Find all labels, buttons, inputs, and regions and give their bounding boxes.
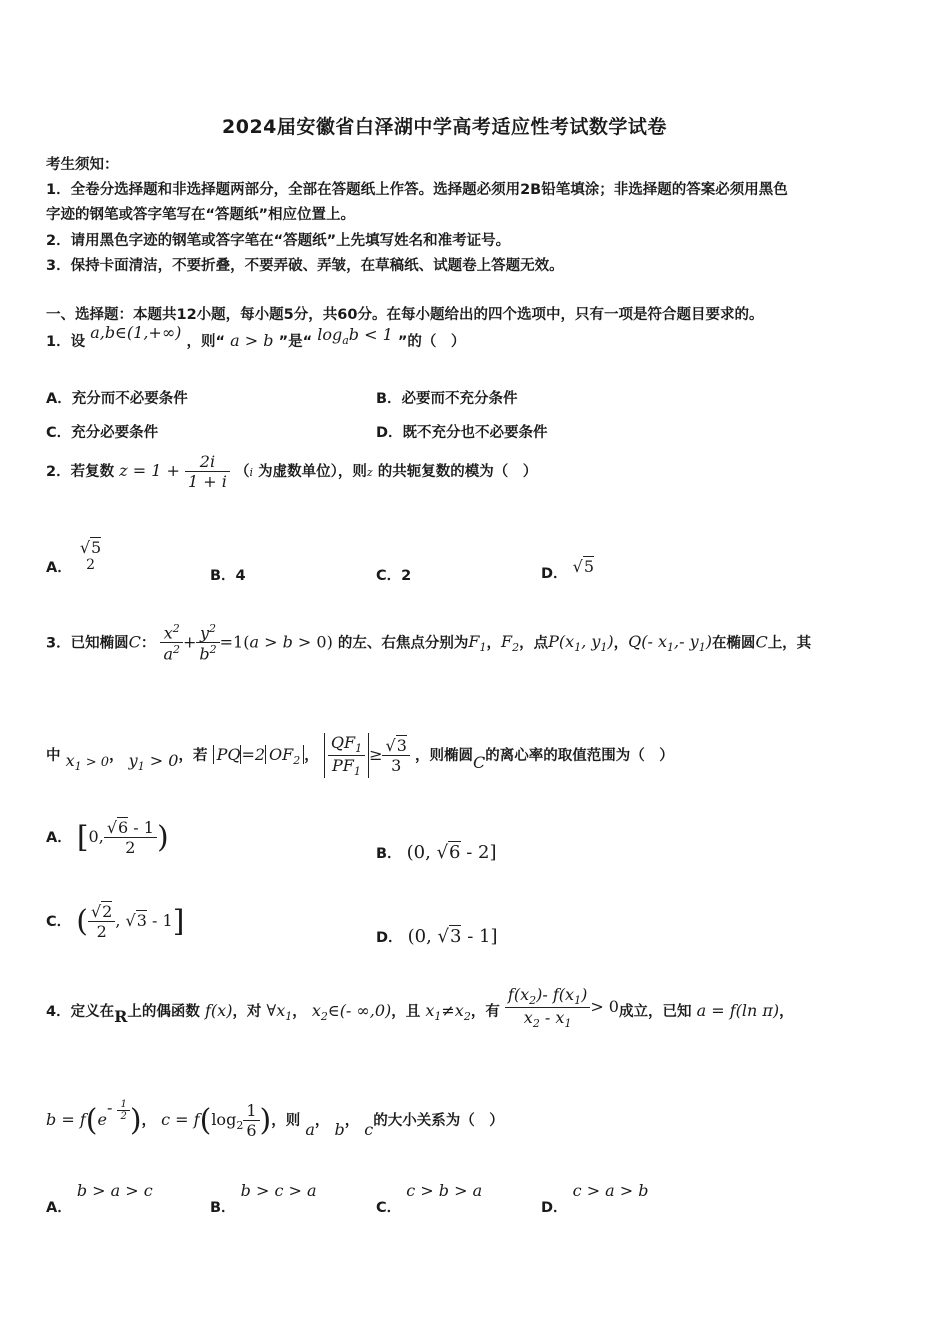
notice-item: 2．请用黑色字迹的钢笔或答字笔在“答题纸”上先填写姓名和准考证号。: [46, 233, 511, 249]
question-2: 2．若复数 z = 1 + $\frac{2i}{1 + i}$ （i 为虚数单位），则z 的共轭复数的模为（ ）: [46, 452, 538, 491]
question-4: 4．定义在R上的偶函数 f(x)，对 $\forall x_1$， $x_2\in(-$ ∞,0)，且 $x_1\ne x_2$，有 $\frac{f(x_2)- f(x_1)}{x_2 - x_1}$ > 0成立，已知 a = f(ln π)，: [46, 985, 794, 1031]
option-b[interactable]: B． b > c > a: [210, 1181, 317, 1216]
option-d[interactable]: D． √5: [541, 557, 595, 582]
option-c[interactable]: C． ( $\frac{√2}{2}$ , √3 - 1]: [46, 902, 185, 941]
option-a[interactable]: A． b > a > c: [46, 1181, 153, 1216]
option-b[interactable]: B． (0, √6 - 2]: [376, 842, 497, 863]
option-d[interactable]: D． (0, √3 - 1]: [376, 926, 498, 947]
page-title: 2024届安徽省白泽湖中学高考适应性考试数学试卷: [222, 116, 667, 138]
option-b[interactable]: B．4: [210, 568, 246, 584]
option-a[interactable]: A．充分而不必要条件: [46, 391, 188, 407]
option-c[interactable]: C． c > b > a: [376, 1181, 483, 1216]
notice-item: 字迹的钢笔或答字笔写在“答题纸”相应位置上。: [46, 207, 356, 223]
option-d[interactable]: D． c > a > b: [541, 1181, 649, 1216]
question-4-cont: $b = f(e^{- \frac{1}{2}}$ )， $c = f(\log_2$ $\frac{1}{6}$ )，则 a， b， c的大小关系为（ ）: [46, 1098, 504, 1140]
option-c[interactable]: C．2: [376, 568, 412, 584]
option-a[interactable]: A． √5 2: [46, 538, 102, 576]
notice-item: 1．全卷分选择题和非选择题两部分，全部在答题纸上作答。选择题必须用2B铅笔填涂；非选择题的答案必须用黑色: [46, 182, 788, 198]
option-c[interactable]: C．充分必要条件: [46, 425, 159, 441]
question-3: 3．已知椭圆C： $\frac{x^2}{a^2}$ + $\frac{y^2}{b^2}$ =1(a > b > 0) 的左、右焦点分别为$F_1$，$F_2$，点$P(x_1$, $y_1$)，Q(- $x_1,-$ $y_1$)在椭圆C上，其: [46, 622, 812, 664]
option-b[interactable]: B．必要而不充分条件: [376, 391, 518, 407]
question-3-cont: 中 $x_1 > 0$， $y_1 > 0$，若 PQ=2 $OF_2$ ， $\frac{QF_1}{PF_1}$ ≥ $\frac{√3}{3}$ ，则椭圆C的离心率的取值范围为（ ）: [46, 733, 674, 779]
question-1: 1．设 a,b∈(1,+∞) ，则“ a > b ”是“ $\log_ab < 1$ ”的（ ）: [46, 323, 466, 350]
section-heading: 一、选择题：本题共12小题，每小题5分，共60分。在每小题给出的四个选项中，只有一项是符合题目要求的。: [46, 307, 764, 323]
option-a[interactable]: A． [0, $\frac{√6 - 1}{2}$ ): [46, 818, 169, 857]
notice-heading: 考生须知：: [46, 157, 119, 173]
option-d[interactable]: D．既不充分也不必要条件: [376, 425, 548, 441]
notice-item: 3．保持卡面清洁，不要折叠，不要弄破、弄皱，在草稿纸、试题卷上答题无效。: [46, 258, 564, 274]
